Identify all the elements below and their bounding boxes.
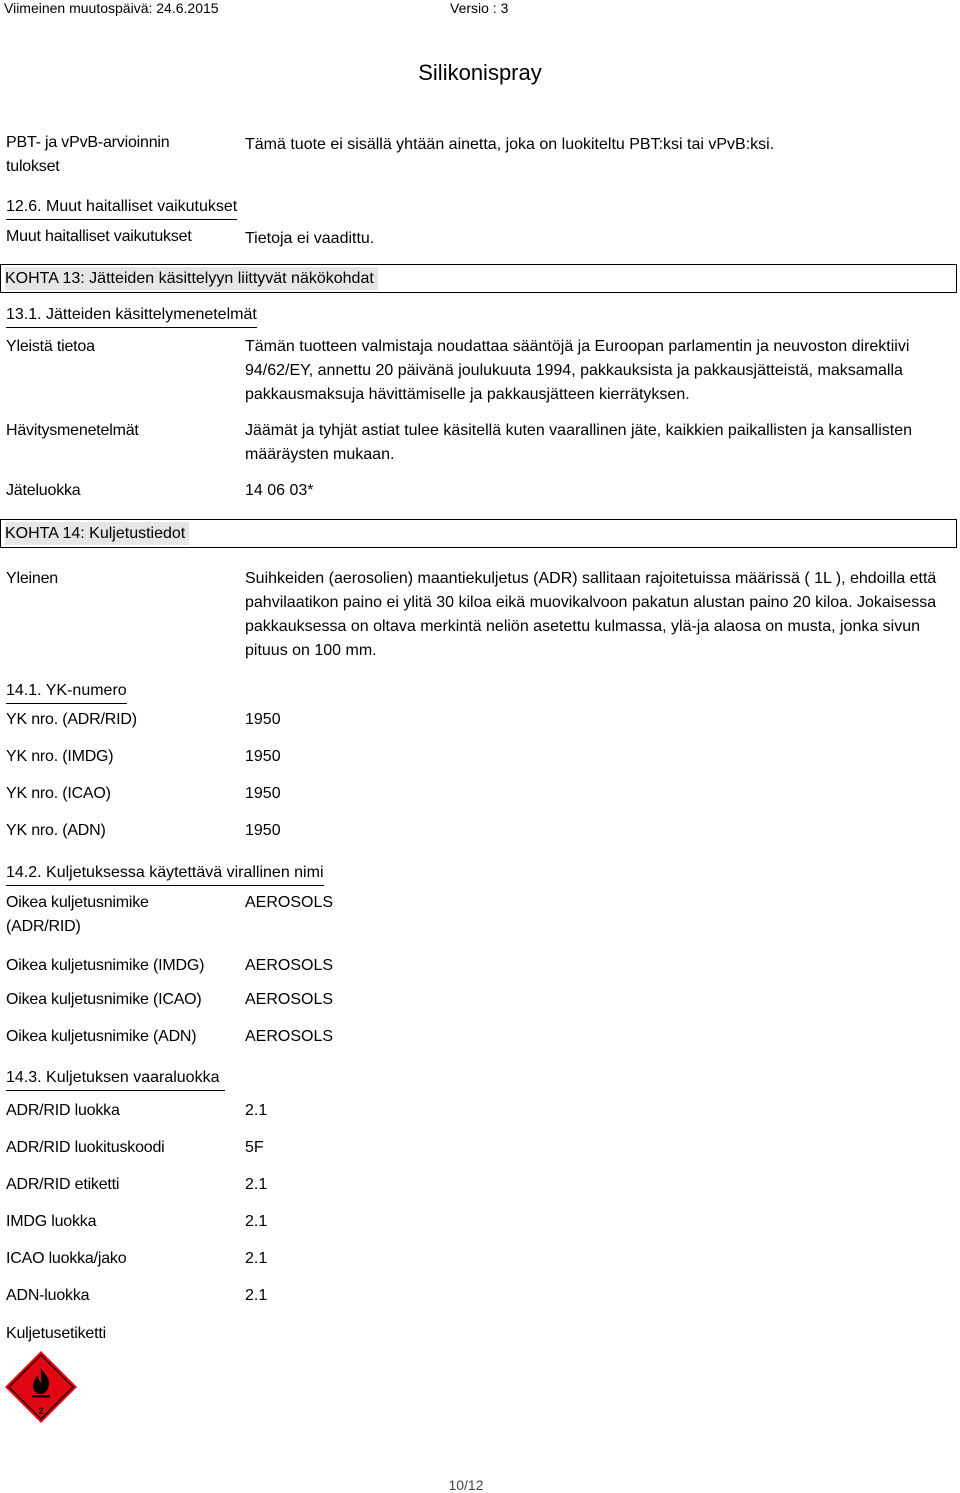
waste-class-value: 14 06 03* [245, 482, 314, 499]
s14-2-heading: 14.2. Kuljetuksessa käytettävä virallinen nimi [6, 863, 324, 886]
section-13-header [0, 264, 957, 293]
shipping-name-value: AEROSOLS [245, 957, 334, 974]
general-info-label: Yleistä tietoa [6, 338, 95, 355]
section-14-header [0, 519, 957, 548]
transport-general-label: Yleinen [6, 570, 58, 587]
hazard-class-value: 2.1 [245, 1287, 268, 1304]
disposal-label: Hävitysmenetelmät [6, 422, 139, 439]
un-value: 1950 [245, 711, 281, 728]
s14-3-heading: 14.3. Kuljetuksen vaaraluokka [6, 1068, 225, 1091]
hazard-class-value: 5F [245, 1139, 264, 1156]
version: Versio : 3 [450, 0, 509, 16]
hazard-class-value: 2.1 [245, 1176, 268, 1193]
hazard-class-value: 2.1 [245, 1102, 268, 1119]
shipping-name-label: Oikea kuljetusnimike (ICAO) [6, 991, 202, 1008]
s13-1-heading: 13.1. Jätteiden käsittelymenetelmät [6, 305, 257, 328]
shipping-name-label: Oikea kuljetusnimike (ADR/RID) [6, 894, 149, 935]
transport-general-text: Suihkeiden (aerosolien) maantiekuljetus (ADR) sallitaan rajoitetuissa määrissä ( 1L ), ehdoilla että pahvilaatikon paino ei ylitä 30 kiloa eikä muovikalvoon pakatun alustan paino 20 kiloa. Jokaisessa pakkauksessa on oltava merkintä neliön asetettu kulmassa, ylä-ja alaosa on musta, jonka sivun pituus on 100 mm. [245, 570, 937, 659]
hazard-class-label: ADN-luokka [6, 1287, 90, 1304]
hazard-class-label: ADR/RID luokituskoodi [6, 1139, 165, 1156]
un-value: 1950 [245, 785, 281, 802]
shipping-name-label: Oikea kuljetusnimike (ADN) [6, 1028, 197, 1045]
un-value: 1950 [245, 822, 281, 839]
pictogram-class-number: 2 [38, 1406, 44, 1416]
shipping-name-value: AEROSOLS [245, 1028, 334, 1045]
shipping-name-label: Oikea kuljetusnimike (IMDG) [6, 957, 205, 974]
section-13-title: KOHTA 13: Jätteiden käsittelyyn liittyvät näkökohdat [5, 267, 378, 290]
un-label: YK nro. (IMDG) [6, 748, 114, 765]
shipping-name-value: AEROSOLS [245, 894, 334, 911]
last-updated: Viimeinen muutospäivä: 24.6.2015 [4, 0, 219, 16]
general-info-text: Tämän tuotteen valmistaja noudattaa sääntöjä ja Euroopan parlamentin ja neuvoston direktiivi 94/62/EY, annettu 20 päivänä joulukuuta 1994, pakkauksista ja pakkausjätteistä, maksamalla pakkausmaksuja hävittämiselle ja pakkausjätteen kierrätyksen. [245, 338, 910, 403]
product-title: Silikonispray [418, 60, 542, 85]
page-number: 10/12 [448, 1477, 484, 1493]
pbt-label: PBT- ja vPvB-arvioinnin tulokset [6, 134, 170, 175]
section-14-title: KOHTA 14: Kuljetustiedot [5, 522, 189, 545]
s12-6-heading: 12.6. Muut haitalliset vaikutukset [6, 197, 237, 220]
un-value: 1950 [245, 748, 281, 765]
shipping-name-value: AEROSOLS [245, 991, 334, 1008]
disposal-text: Jäämät ja tyhjät astiat tulee käsitellä kuten vaarallinen jäte, kaikkien paikallisten ja kansallisten määräysten mukaan. [245, 422, 913, 463]
hazard-class-label: ADR/RID luokka [6, 1102, 120, 1119]
s14-1-heading: 14.1. YK-numero [6, 681, 127, 704]
hazard-class-value: 2.1 [245, 1213, 268, 1230]
hazard-class-label: ICAO luokka/jako [6, 1250, 127, 1267]
un-label: YK nro. (ICAO) [6, 785, 111, 802]
un-label: YK nro. (ADR/RID) [6, 711, 137, 728]
s12-6-value: Tietoja ei vaadittu. [245, 230, 375, 247]
hazard-class-label: IMDG luokka [6, 1213, 97, 1230]
hazard-class-label: ADR/RID etiketti [6, 1176, 120, 1193]
flammable-gas-pictogram [4, 1350, 78, 1424]
pbt-value: Tämä tuote ei sisällä yhtään ainetta, joka on luokiteltu PBT:ksi tai vPvB:ksi. [245, 136, 775, 153]
un-label: YK nro. (ADN) [6, 822, 106, 839]
transport-label-heading: Kuljetusetiketti [6, 1325, 106, 1342]
s12-6-label: Muut haitalliset vaikutukset [6, 228, 192, 245]
hazard-class-value: 2.1 [245, 1250, 268, 1267]
waste-class-label: Jäteluokka [6, 482, 81, 499]
